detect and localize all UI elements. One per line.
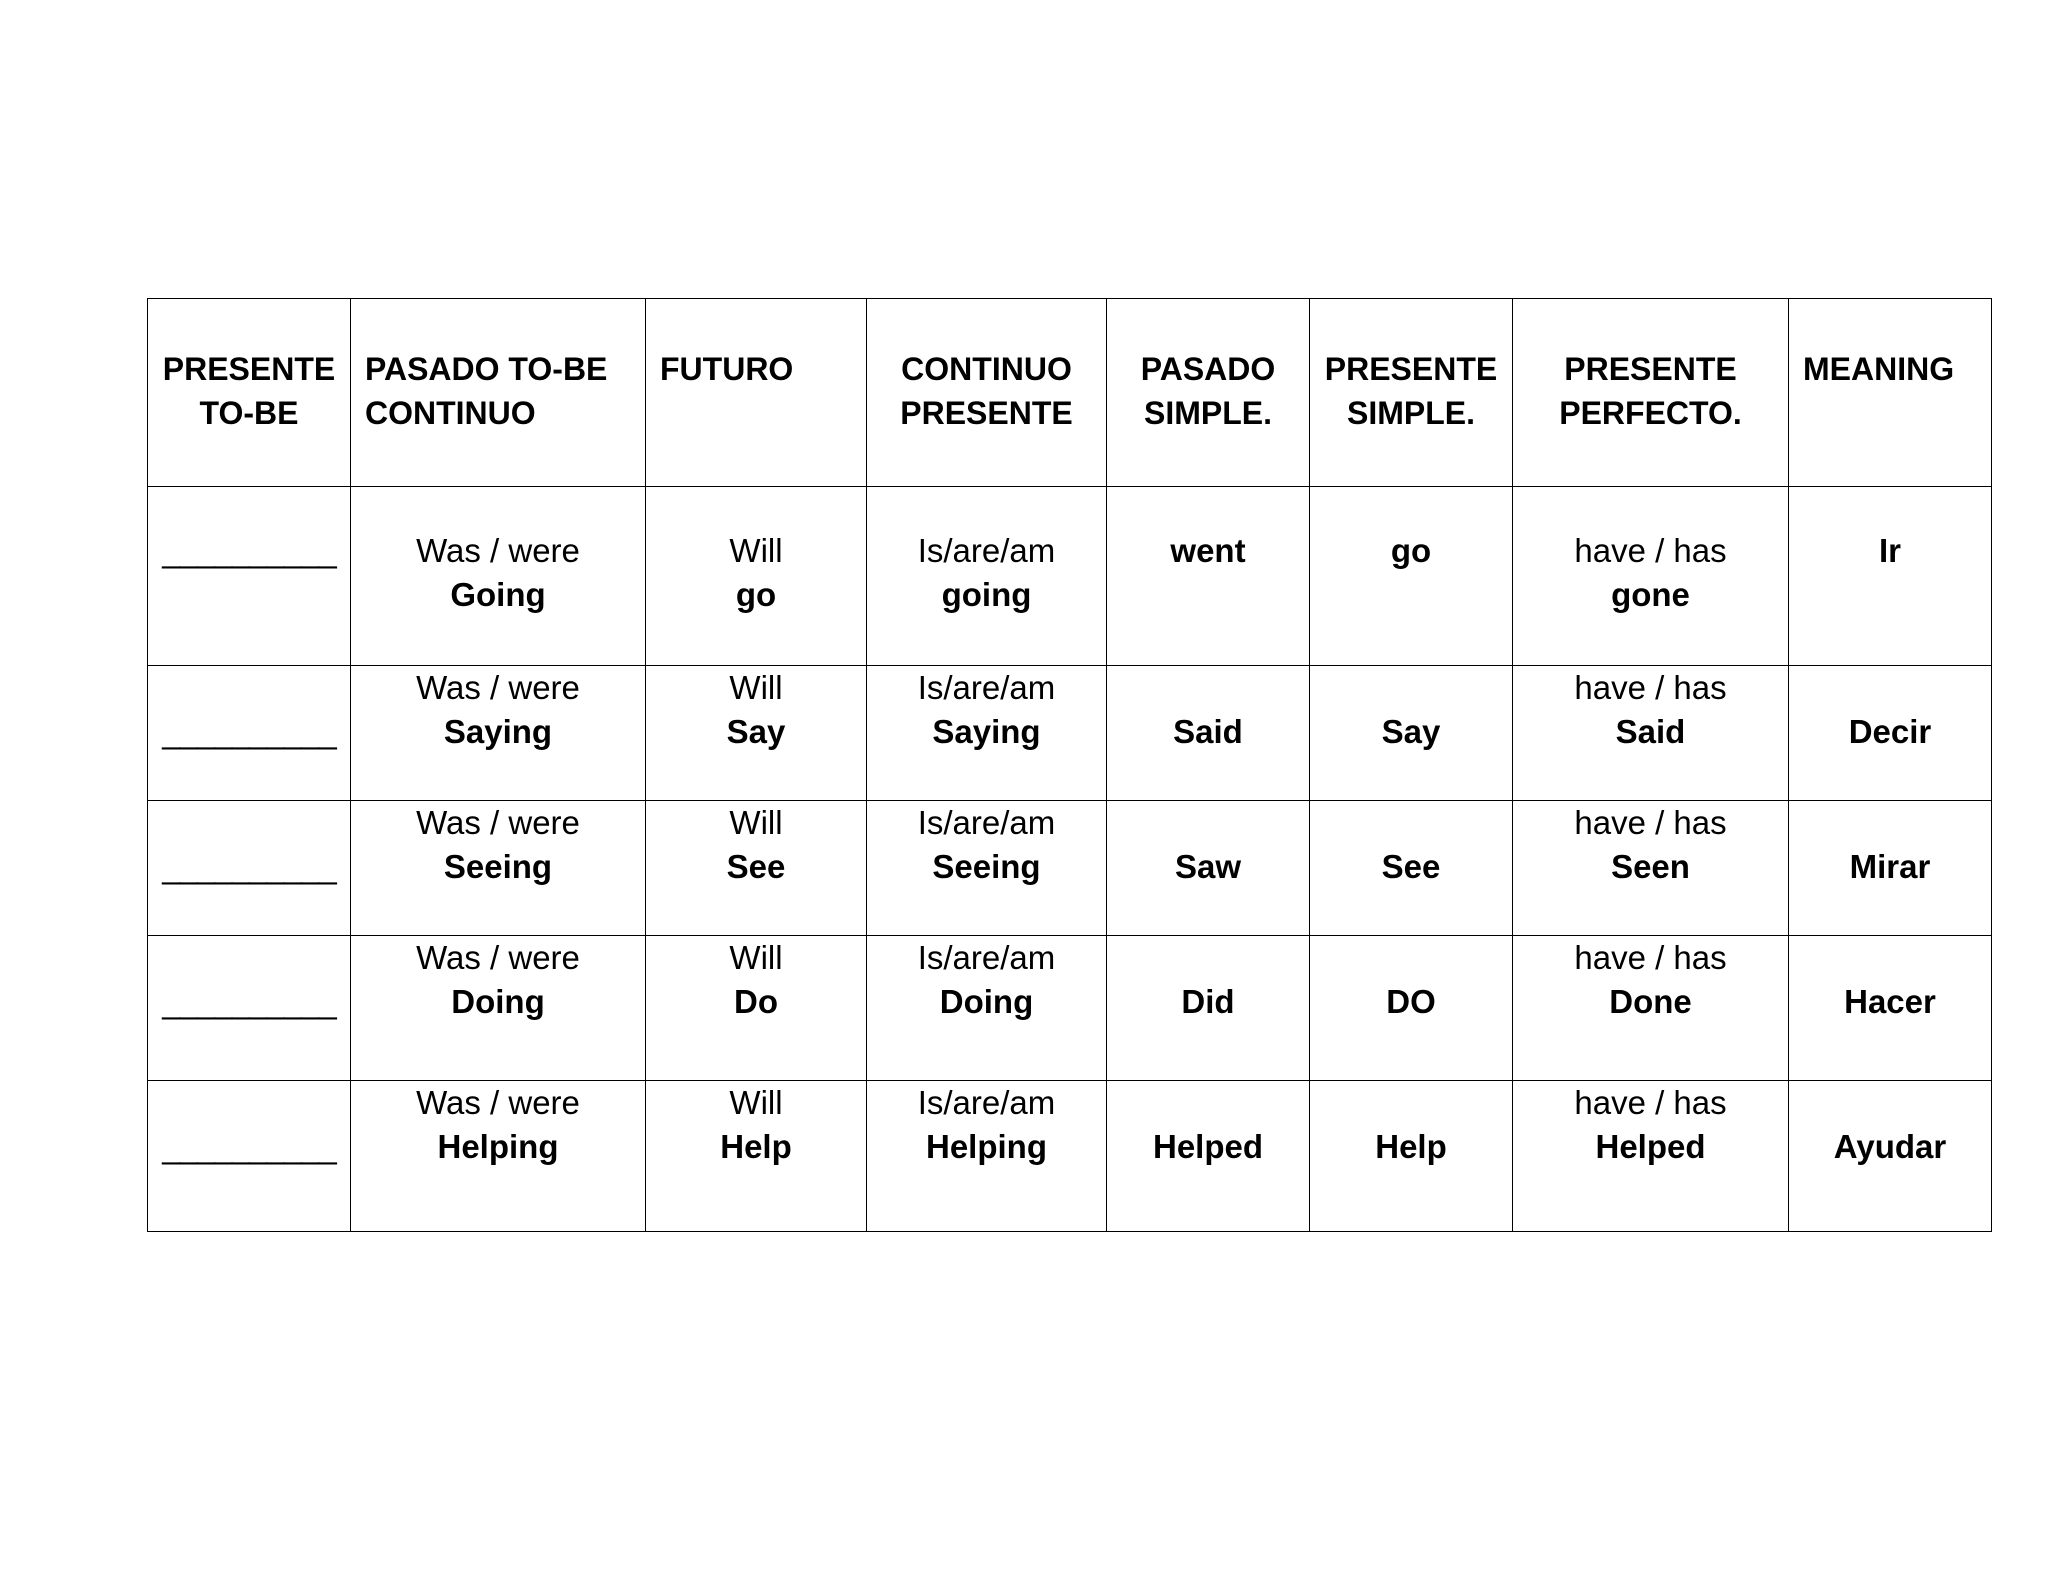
- pasado-simple-cell: Saw: [1107, 801, 1310, 936]
- pasado-to-be-cell: Was / were Seeing: [351, 801, 646, 936]
- fill-in-blank: __________: [162, 848, 336, 885]
- continuo-cell: Is/are/am Doing: [867, 936, 1107, 1081]
- header-pasado-to-be-continuo: PASADO TO-BE CONTINUO: [351, 299, 646, 487]
- perfecto-cell: have / has gone: [1513, 487, 1789, 666]
- header-presente-simple: PRESENTE SIMPLE.: [1310, 299, 1513, 487]
- header-pasado-simple: PASADO SIMPLE.: [1107, 299, 1310, 487]
- blank-cell: [148, 487, 351, 666]
- fill-in-blank: __________: [162, 532, 336, 569]
- presente-simple-cell: Say: [1310, 666, 1513, 801]
- presente-simple-cell: go: [1310, 487, 1513, 666]
- table-row: [148, 666, 1992, 801]
- presente-simple-cell: Help: [1310, 1081, 1513, 1232]
- futuro-cell: Will go: [646, 487, 867, 666]
- table-row: [148, 801, 1992, 936]
- perfecto-cell: have / has Helped: [1513, 1081, 1789, 1232]
- header-presente-perfecto: PRESENTE PERFECTO.: [1513, 299, 1789, 487]
- futuro-cell: Will Say: [646, 666, 867, 801]
- meaning-cell: Ayudar: [1789, 1081, 1992, 1232]
- continuo-cell: Is/are/am going: [867, 487, 1107, 666]
- pasado-simple-cell: Said: [1107, 666, 1310, 801]
- futuro-cell: Will See: [646, 801, 867, 936]
- continuo-cell: Is/are/am Helping: [867, 1081, 1107, 1232]
- table-row: [148, 487, 1992, 666]
- futuro-cell: Will Do: [646, 936, 867, 1081]
- presente-simple-cell: See: [1310, 801, 1513, 936]
- blank-cell: [148, 1081, 351, 1232]
- futuro-cell: Will Help: [646, 1081, 867, 1232]
- meaning-cell: Mirar: [1789, 801, 1992, 936]
- verb-tense-table: [147, 298, 1992, 1232]
- header-futuro: FUTURO: [646, 299, 867, 487]
- continuo-cell: Is/are/am Saying: [867, 666, 1107, 801]
- meaning-cell: Hacer: [1789, 936, 1992, 1081]
- perfecto-cell: have / has Said: [1513, 666, 1789, 801]
- table-row: [148, 1081, 1992, 1232]
- table-row: [148, 936, 1992, 1081]
- pasado-simple-cell: Helped: [1107, 1081, 1310, 1232]
- pasado-to-be-cell: Was / were Doing: [351, 936, 646, 1081]
- meaning-cell: Decir: [1789, 666, 1992, 801]
- continuo-cell: Is/are/am Seeing: [867, 801, 1107, 936]
- fill-in-blank: __________: [162, 983, 336, 1020]
- presente-simple-cell: DO: [1310, 936, 1513, 1081]
- blank-cell: [148, 801, 351, 936]
- fill-in-blank: __________: [162, 713, 336, 750]
- blank-cell: [148, 936, 351, 1081]
- header-continuo-presente: CONTINUO PRESENTE: [867, 299, 1107, 487]
- header-row: [148, 299, 1992, 487]
- pasado-simple-cell: Did: [1107, 936, 1310, 1081]
- perfecto-cell: have / has Done: [1513, 936, 1789, 1081]
- pasado-to-be-cell: Was / were Helping: [351, 1081, 646, 1232]
- pasado-to-be-cell: Was / were Going: [351, 487, 646, 666]
- pasado-simple-cell: went: [1107, 487, 1310, 666]
- fill-in-blank: __________: [162, 1128, 336, 1165]
- header-meaning: MEANING: [1789, 299, 1992, 487]
- meaning-cell: Ir: [1789, 487, 1992, 666]
- blank-cell: [148, 666, 351, 801]
- header-presente-to-be: PRESENTE TO-BE: [148, 299, 351, 487]
- perfecto-cell: have / has Seen: [1513, 801, 1789, 936]
- pasado-to-be-cell: Was / were Saying: [351, 666, 646, 801]
